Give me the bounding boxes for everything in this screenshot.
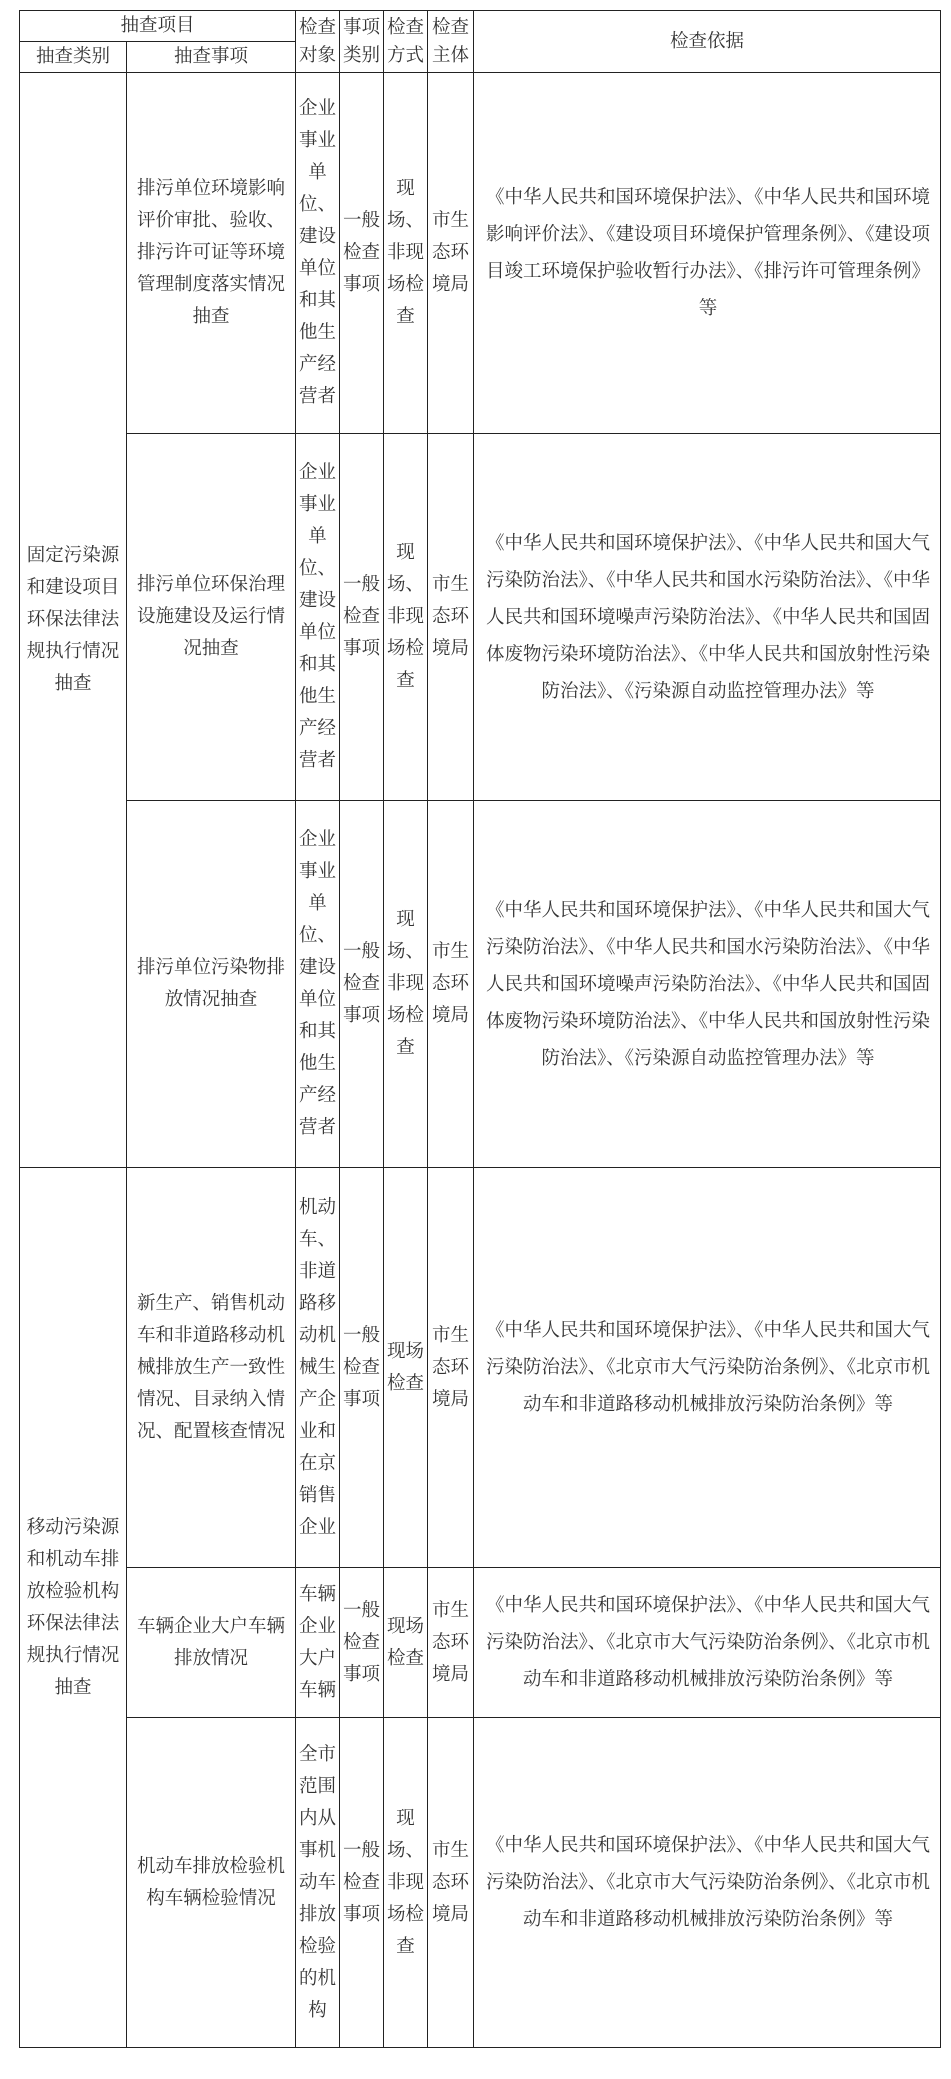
category-name: 移动污染源和机动车排放检验机构环保法律法规执行情况抽查 (26, 1516, 120, 1698)
type-text: 一般检查事项 (343, 210, 381, 295)
object-cell (296, 434, 340, 801)
header-category-cell (20, 42, 127, 73)
inspection-table (19, 10, 941, 2048)
method-text: 现场、非现场检查 (387, 909, 425, 1058)
basis-text: 《中华人民共和国环境保护法》、《中华人民共和国环境影响评价法》、《建设项目环境保护管理条例》、《建设项目竣工环境保护验收暂行办法》、《排污许可管理条例》等 (486, 187, 931, 319)
method-text: 现场检查 (387, 1615, 425, 1669)
object-text: 车辆企业大户车辆 (299, 1583, 337, 1701)
table-row (20, 1718, 941, 2048)
method-cell (384, 1718, 428, 2048)
item-text: 新生产、销售机动车和非道路移动机械排放生产一致性情况、目录纳入情况、配置核查情况 (137, 1292, 286, 1442)
subject-text: 市生态环境局 (432, 210, 470, 295)
object-text: 企业事业单位、建设单位和其他生产经营者 (299, 462, 337, 771)
subject-cell (428, 73, 474, 434)
object-text: 全市范围内从事机动车排放检验的机构 (299, 1743, 337, 2021)
object-cell (296, 1718, 340, 2048)
object-cell (296, 1168, 340, 1568)
subject-cell (428, 801, 474, 1168)
item-text: 排污单位环境影响评价审批、验收、排污许可证等环境管理制度落实情况抽查 (137, 178, 286, 327)
header-type-label: 事项类别 (343, 16, 381, 66)
object-cell (296, 801, 340, 1168)
item-cell (127, 1168, 296, 1568)
item-cell (127, 73, 296, 434)
type-cell (340, 1568, 384, 1718)
method-text: 现场检查 (387, 1340, 425, 1394)
basis-cell (474, 434, 941, 801)
basis-text: 《中华人民共和国环境保护法》、《中华人民共和国大气污染防治法》、《北京市大气污染防治条例》、《北京市机动车和非道路移动机械排放污染防治条例》等 (486, 1320, 931, 1415)
subject-text: 市生态环境局 (432, 1324, 470, 1410)
header-basis-label: 检查依据 (670, 30, 745, 52)
method-cell (384, 801, 428, 1168)
object-cell (296, 1568, 340, 1718)
header-category-label: 抽查类别 (35, 46, 110, 67)
type-text: 一般检查事项 (343, 941, 381, 1026)
basis-text: 《中华人民共和国环境保护法》、《中华人民共和国大气污染防治法》、《北京市大气污染防治条例》、《北京市机动车和非道路移动机械排放污染防治条例》等 (486, 1595, 931, 1690)
item-cell (127, 1718, 296, 2048)
type-cell (340, 73, 384, 434)
method-cell (384, 1568, 428, 1718)
header-method-label: 检查方式 (387, 16, 425, 66)
header-group-label: 抽查项目 (120, 15, 195, 36)
subject-text: 市生态环境局 (432, 1839, 470, 1925)
item-cell (127, 434, 296, 801)
header-group-cell (20, 11, 296, 42)
item-text: 排污单位环保治理设施建设及运行情况抽查 (137, 574, 286, 659)
header-type-cell (340, 11, 384, 73)
item-cell (127, 801, 296, 1168)
type-text: 一般检查事项 (343, 1839, 381, 1925)
item-text: 车辆企业大户车辆排放情况 (137, 1615, 286, 1669)
type-cell (340, 434, 384, 801)
header-item-cell (127, 42, 296, 73)
method-cell (384, 1168, 428, 1568)
subject-text: 市生态环境局 (432, 941, 470, 1026)
category-cell (20, 73, 127, 1168)
table-row (20, 1168, 941, 1568)
subject-cell (428, 434, 474, 801)
header-item-label: 抽查事项 (174, 46, 249, 67)
method-text: 现场、非现场检查 (387, 1807, 425, 1957)
subject-cell (428, 1718, 474, 2048)
type-cell (340, 801, 384, 1168)
header-basis-cell (474, 11, 941, 73)
header-subject-label: 检查主体 (432, 16, 470, 66)
basis-text: 《中华人民共和国环境保护法》、《中华人民共和国大气污染防治法》、《中华人民共和国水污染防治法》、《中华人民共和国环境噪声污染防治法》、《中华人民共和国固体废物污染环境防治法》、《中华人民共和国放射性污染防治法》、《污染源自动监控管理办法》等 (486, 532, 931, 702)
object-text: 企业事业单位、建设单位和其他生产经营者 (299, 98, 337, 407)
table-row (20, 434, 941, 801)
object-text: 企业事业单位、建设单位和其他生产经营者 (299, 829, 337, 1138)
header-object-cell (296, 11, 340, 73)
basis-cell (474, 1718, 941, 2048)
basis-cell (474, 1168, 941, 1568)
item-text: 排污单位污染物排放情况抽查 (137, 957, 286, 1010)
type-cell (340, 1718, 384, 2048)
type-cell (340, 1168, 384, 1568)
type-text: 一般检查事项 (343, 574, 381, 659)
item-cell (127, 1568, 296, 1718)
table-row (20, 1568, 941, 1718)
basis-text: 《中华人民共和国环境保护法》、《中华人民共和国大气污染防治法》、《北京市大气污染防治条例》、《北京市机动车和非道路移动机械排放污染防治条例》等 (486, 1835, 931, 1930)
header-object-label: 检查对象 (299, 16, 337, 66)
category-name: 固定污染源和建设项目环保法律法规执行情况抽查 (26, 545, 120, 694)
category-cell (20, 1168, 127, 2048)
type-text: 一般检查事项 (343, 1599, 381, 1685)
object-cell (296, 73, 340, 434)
header-subject-cell (428, 11, 474, 73)
table-row (20, 73, 941, 434)
basis-cell (474, 801, 941, 1168)
type-text: 一般检查事项 (343, 1324, 381, 1410)
subject-text: 市生态环境局 (432, 574, 470, 659)
method-text: 现场、非现场检查 (387, 178, 425, 327)
object-text: 机动车、非道路移动机械生产企业和在京销售企业 (299, 1196, 337, 1538)
basis-cell (474, 73, 941, 434)
method-cell (384, 434, 428, 801)
basis-text: 《中华人民共和国环境保护法》、《中华人民共和国大气污染防治法》、《中华人民共和国水污染防治法》、《中华人民共和国环境噪声污染防治法》、《中华人民共和国固体废物污染环境防治法》、《中华人民共和国放射性污染防治法》、《污染源自动监控管理办法》等 (486, 899, 931, 1069)
header-row-1 (20, 11, 941, 42)
header-method-cell (384, 11, 428, 73)
subject-cell (428, 1568, 474, 1718)
table-row (20, 801, 941, 1168)
method-text: 现场、非现场检查 (387, 542, 425, 691)
method-cell (384, 73, 428, 434)
basis-cell (474, 1568, 941, 1718)
subject-text: 市生态环境局 (432, 1599, 470, 1685)
item-text: 机动车排放检验机构车辆检验情况 (137, 1855, 286, 1909)
subject-cell (428, 1168, 474, 1568)
